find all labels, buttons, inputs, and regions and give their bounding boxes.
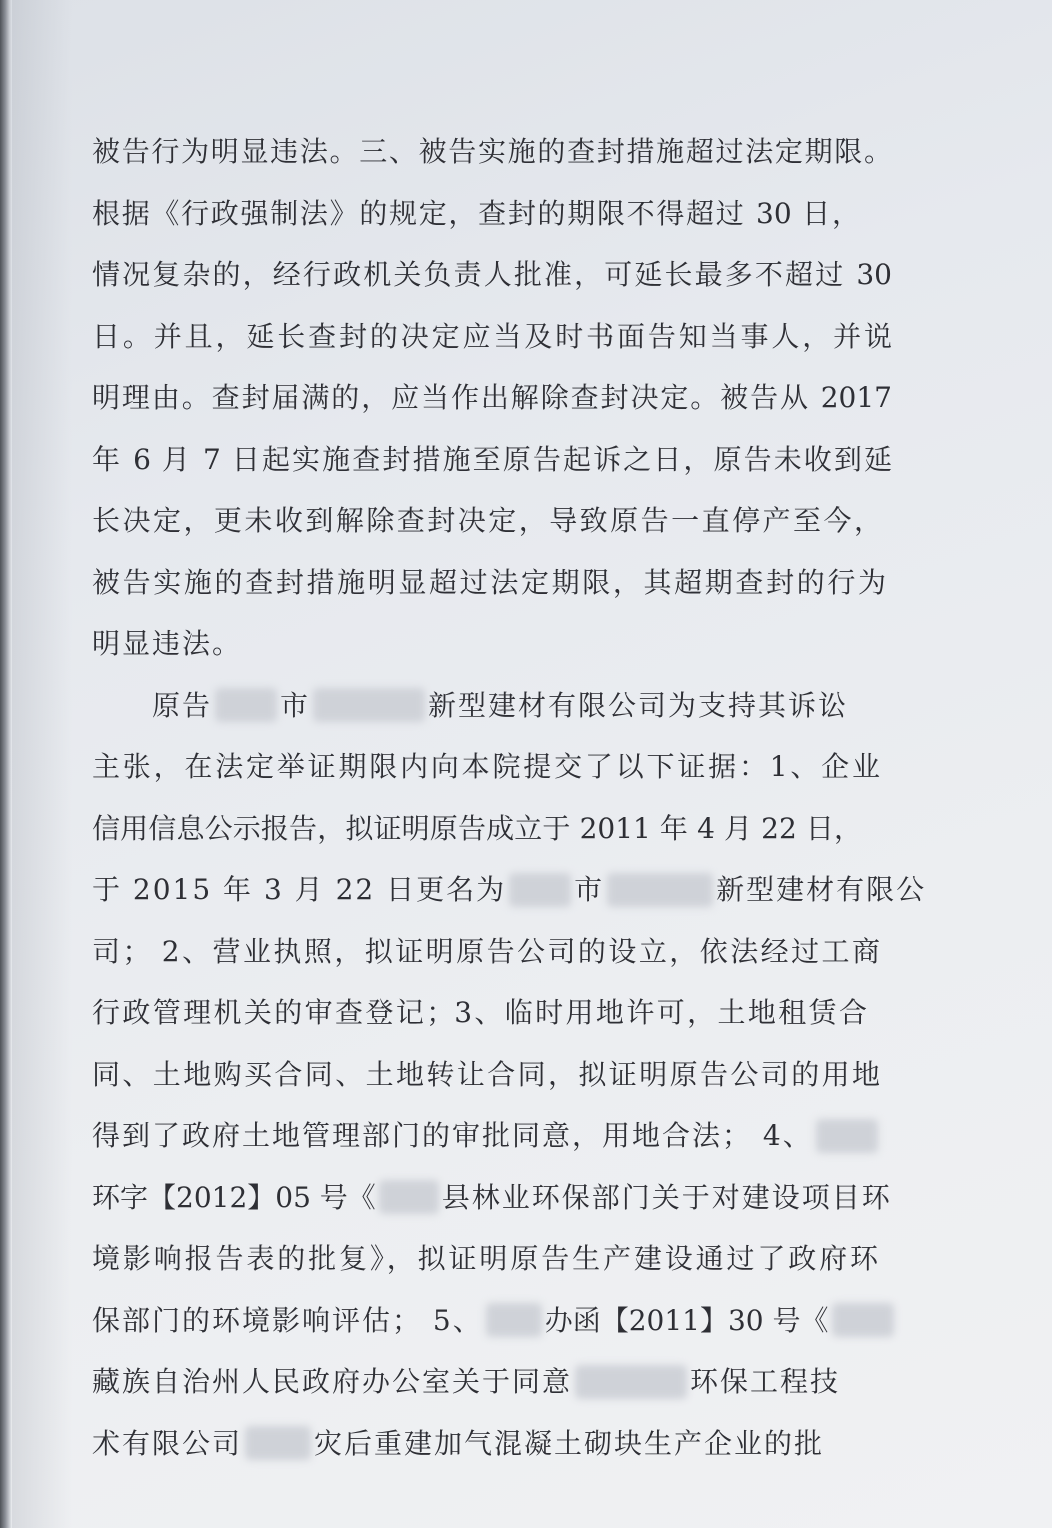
text-line: 明显违法。 — [92, 627, 243, 660]
page-binding-edge — [0, 0, 12, 1528]
text-line: 日。并且，延长查封的决定应当及时书面告知当事人，并说 — [92, 319, 892, 353]
text-line: 信用信息公示报告，拟证明原告成立于 2011 年 4 月 22 日， — [92, 811, 862, 845]
text-segment: 保部门的环境影响评估； 5、 — [92, 1303, 483, 1337]
document-body — [92, 121, 927, 1474]
text-segment: 环保工程技 — [690, 1365, 841, 1398]
redaction-blur — [313, 688, 425, 722]
page-edge-shadow — [12, 0, 72, 1528]
redaction-blur — [486, 1303, 542, 1337]
redaction-blur — [816, 1119, 878, 1153]
text-line: 被告实施的查封措施明显超过法定期限，其超期查封的行为 — [92, 565, 886, 599]
redaction-blur — [215, 688, 277, 722]
text-line — [92, 859, 927, 921]
text-line — [92, 1167, 912, 1229]
redaction-blur — [379, 1180, 439, 1214]
redaction-blur — [575, 1365, 687, 1399]
text-segment: 县林业环保部门关于对建设项目环 — [441, 1180, 892, 1214]
text-segment: 术有限公司 — [92, 1426, 243, 1460]
text-segment: 市 — [280, 688, 311, 722]
text-line: 同、土地购买合同、土地转让合同，拟证明原告公司的用地 — [92, 1057, 880, 1091]
text-line: 长决定，更未收到解除查封决定，导致原告一直停产至今， — [92, 504, 882, 537]
redaction-blur — [607, 873, 713, 907]
text-line — [92, 1105, 912, 1167]
text-segment: 得到了政府土地管理部门的审批同意，用地合法； 4、 — [92, 1119, 813, 1152]
text-line: 情况复杂的，经行政机关负责人批准，可延长最多不超过 30 — [92, 258, 892, 291]
text-line: 主张，在法定举证期限内向本院提交了以下证据：1、企业 — [92, 750, 880, 783]
text-line — [92, 1413, 912, 1475]
text-line: 根据《行政强制法》的规定，查封的期限不得超过 30 日， — [92, 196, 860, 230]
text-segment: 市 — [574, 873, 605, 906]
text-segment: 新型建材有限公司为支持其诉讼 — [428, 688, 849, 722]
text-segment: 新型建材有限公 — [716, 873, 927, 906]
redaction-blur — [245, 1426, 311, 1460]
text-line — [92, 1290, 912, 1352]
redaction-blur — [832, 1303, 894, 1337]
text-line: 司； 2、营业执照，拟证明原告公司的设立，依法经过工商 — [92, 934, 880, 968]
text-line — [92, 1351, 912, 1413]
text-line: 明理由。查封届满的，应当作出解除查封决定。被告从 2017 — [92, 381, 892, 414]
text-segment: 原告 — [152, 688, 213, 722]
text-segment: 藏族自治州人民政府办公室关于同意 — [92, 1365, 573, 1398]
text-segment: 灾后重建加气混凝土砌块生产企业的批 — [314, 1426, 825, 1460]
text-line: 行政管理机关的审查登记；3、临时用地许可，土地租赁合 — [92, 996, 867, 1029]
text-line — [92, 675, 912, 737]
text-segment: 办函【2011】30 号《 — [544, 1303, 829, 1337]
text-segment: 环字【2012】05 号《 — [92, 1180, 376, 1214]
text-line: 被告行为明显违法。三、被告实施的查封措施超过法定期限。 — [92, 135, 892, 168]
text-line: 境影响报告表的批复》，拟证明原告生产建设通过了政府环 — [92, 1242, 878, 1275]
text-segment: 于 2015 年 3 月 22 日更名为 — [92, 873, 507, 906]
text-line: 年 6 月 7 日起实施查封措施至原告起诉之日，原告未收到延 — [92, 442, 892, 476]
redaction-blur — [509, 873, 571, 907]
